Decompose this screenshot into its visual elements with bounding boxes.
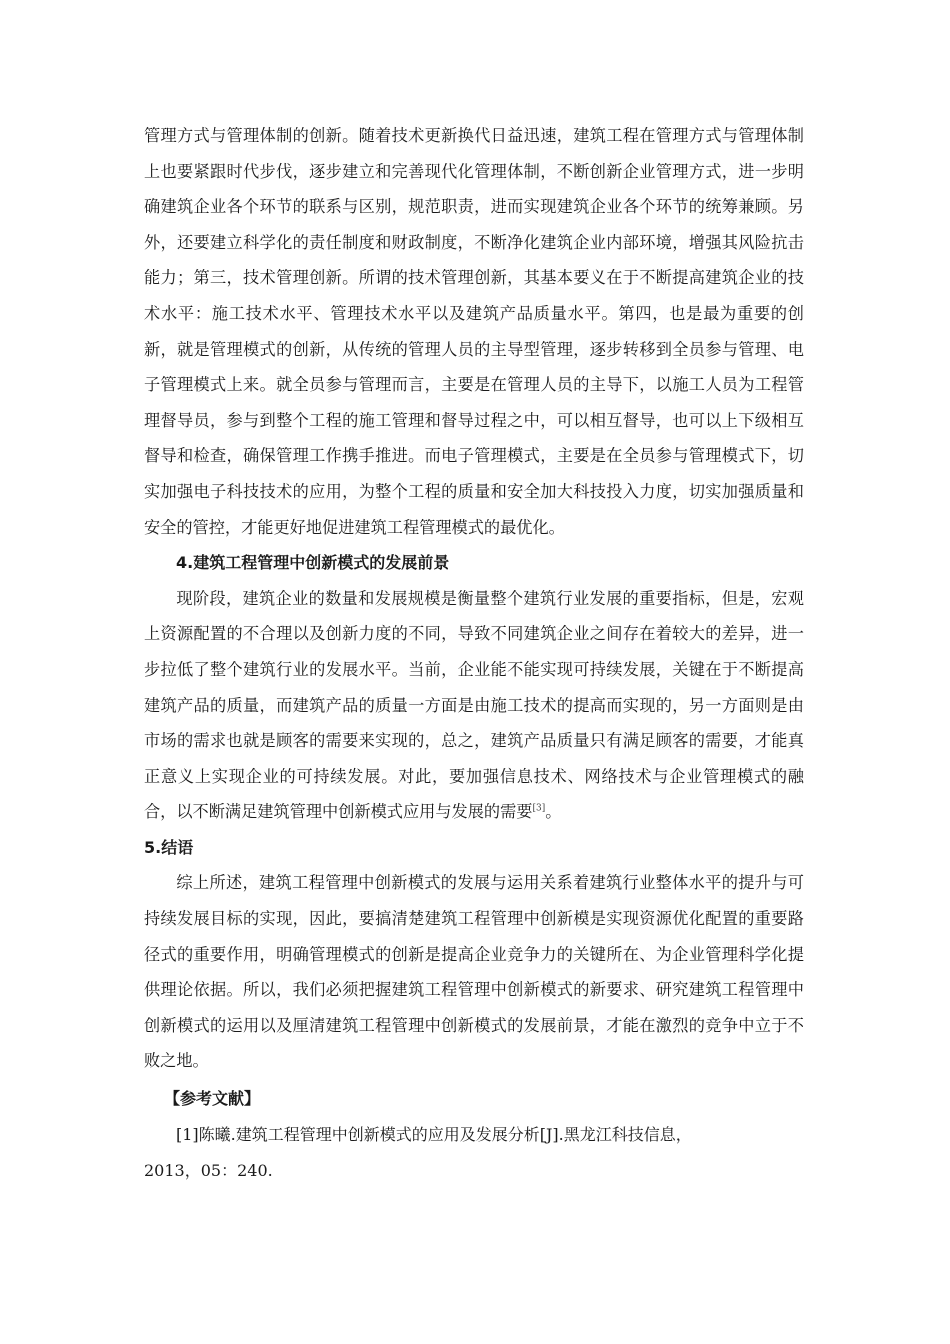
document-page: [144, 118, 804, 1189]
paragraph-end: 。: [545, 802, 562, 822]
reference-line-2: 2013，05：240.: [144, 1160, 273, 1180]
citation-marker: [3]: [532, 803, 546, 814]
reference-item: [144, 1117, 804, 1189]
paragraph-conclusion: 综上所述，建筑工程管理中创新模式的发展与运用关系着建筑行业整体水平的提升与可持续发展目标的实现，因此，要搞清楚建筑工程管理中创新模是实现资源优化配置的重要路径式的重要作用，明确管理模式的创新是提高企业竞争力的关键所在、为企业管理科学化提供理论依据。所以，我们必须把握建筑工程管理中创新模式的新要求、研究建筑工程管理中创新模式的运用以及厘清建筑工程管理中创新模式的发展前景，才能在激烈的竞争中立于不败之地。: [144, 873, 804, 1071]
paragraph-management-innovation: 管理方式与管理体制的创新。随着技术更新换代日益迅速，建筑工程在管理方式与管理体制上也要紧跟时代步伐，逐步建立和完善现代化管理体制，不断创新企业管理方式，进一步明确建筑企业各个环节的联系与区别，规范职责，进而实现建筑企业各个环节的统筹兼顾。另外，还要建立科学化的责任制度和财政制度，不断净化建筑企业内部环境，增强其风险抗击能力；第三，技术管理创新。所谓的技术管理创新，其基本要义在于不断提高建筑企业的技术水平：施工技术水平、管理技术水平以及建筑产品质量水平。第四，也是最为重要的创新，就是管理模式的创新，从传统的管理人员的主导型管理，逐步转移到全员参与管理、电子管理模式上来。就全员参与管理而言，主要是在管理人员的主导下，以施工人员为工程管理督导员，参与到整个工程的施工管理和督导过程之中，可以相互督导，也可以上下级相互督导和检查，确保管理工作携手推进。而电子管理模式，主要是在全员参与管理模式下，切实加强电子科技技术的应用，为整个工程的质量和安全加大科技投入力度，切实加强质量和安全的管控，才能更好地促进建筑工程管理模式的最优化。: [144, 126, 804, 537]
paragraph-text: 现阶段，建筑企业的数量和发展规模是衡量整个建筑行业发展的重要指标，但是，宏观上资源配置的不合理以及创新力度的不同，导致不同建筑企业之间存在着较大的差异，进一步拉低了整个建筑行业的发展水平。当前，企业能不能实现可持续发展，关键在于不断提高建筑产品的质量，而建筑产品的质量一方面是由施工技术的提高而实现的，另一方面则是由市场的需求也就是顾客的需要来实现的，总之，建筑产品质量只有满足顾客的需要，才能真正意义上实现企业的可持续发展。对此，要加强信息技术、网络技术与企业管理模式的融合，以不断满足建筑管理中创新模式应用与发展的需要: [144, 588, 804, 822]
section-heading-5: 5.结语: [144, 837, 194, 857]
paragraph-development-prospects: [144, 581, 804, 830]
reference-line-1: [1]陈曦.建筑工程管理中创新模式的应用及发展分析[J].黑龙江科技信息，: [176, 1124, 692, 1144]
references-title: 【参考文献】: [164, 1089, 261, 1109]
section-heading-4: 4.建筑工程管理中创新模式的发展前景: [176, 553, 450, 573]
